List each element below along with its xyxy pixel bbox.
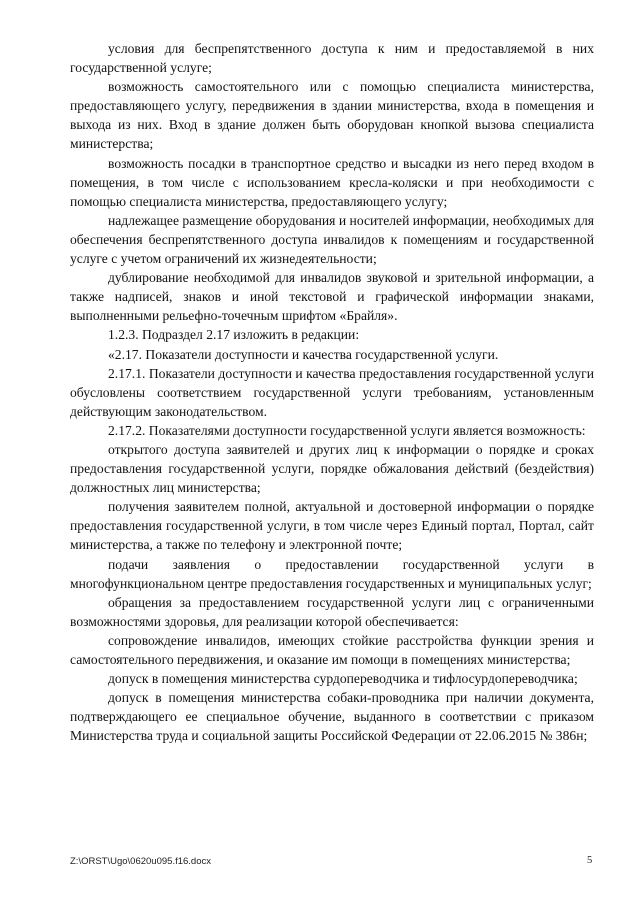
paragraph-3: возможность посадки в транспортное средство и высадки из него перед входом в помещения, в том числе с использованием кресла-коляски и при необходимости с помощью специалиста министерства, предоставляющего услугу; bbox=[70, 155, 594, 209]
section-heading-2-17: «2.17. Показатели доступности и качества государственной услуги. bbox=[108, 346, 499, 362]
paragraph-14: сопровождение инвалидов, имеющих стойкие расстройства функции зрения и самостоятельного передвижения, и оказание им помощи в помещениях министерства; bbox=[70, 632, 594, 667]
paragraph-10: открытого доступа заявителей и других лиц к информации о порядке и сроках предоставления государственной услуги, порядке обжалования действий (бездействия) должностных лиц министерства; bbox=[70, 441, 594, 496]
paragraph-2-17-1: 2.17.1. Показатели доступности и качества предоставления государственной услуги обусловлены соответствием государственной услуги требованиям, установленным действующим законодательством. bbox=[70, 365, 594, 419]
footer-page-number: 5 bbox=[587, 855, 593, 866]
paragraph-11: получения заявителем полной, актуальной и достоверной информации о порядке предоставления государственной услуги, в том числе через Единый портал, Портал, сайт министерства, а также по телефону и электронной почте; bbox=[70, 499, 594, 553]
paragraph-2: возможность самостоятельного или с помощью специалиста министерства, предоставляющего услугу, передвижения в здании министерства, входа в помещения и выхода из них. Вход в здание должен быть оборудован кнопкой вызова специалиста министерства; bbox=[70, 79, 594, 152]
paragraph-16: допуск в помещения министерства собаки-проводника при наличии документа, подтверждающего ее специальное обучение, выданного в соответствии с приказом Министерства труда и социальной защиты Российской Федерации от 22.06.2015 № 386н; bbox=[70, 690, 594, 744]
paragraph-12: подачи заявления о предоставлении государственной услуги в многофункциональном центре предоставления государственных и муниципальных услуг; bbox=[70, 556, 594, 591]
paragraph-13: обращения за предоставлением государственной услуги лиц с ограниченными возможностями здоровья, для реализации которой обеспечивается: bbox=[70, 594, 594, 629]
document-body bbox=[70, 39, 594, 745]
paragraph-6: 1.2.3. Подраздел 2.17 изложить в редакции: bbox=[108, 327, 360, 343]
footer-file-path: Z:\ORST\Ugo\0620u095.f16.docx bbox=[70, 856, 211, 867]
paragraph-5: дублирование необходимой для инвалидов звуковой и зрительной информации, а также надписей, знаков и иной текстовой и графической информации знаками, выполненными рельефно-точечным шрифтом «Брайля». bbox=[70, 270, 594, 324]
paragraph-2-17-2: 2.17.2. Показателями доступности государственной услуги является возможность: bbox=[108, 422, 586, 438]
paragraph-15: допуск в помещения министерства сурдопереводчика и тифлосурдопереводчика; bbox=[108, 671, 578, 687]
paragraph-4: надлежащее размещение оборудования и носителей информации, необходимых для обеспечения беспрепятственного доступа инвалидов к помещениям и государственной услуге с учетом ограничений их жизнедеятельности; bbox=[70, 212, 594, 267]
paragraph-1: условия для беспрепятственного доступа к ним и предоставляемой в них государственной услуге; bbox=[70, 41, 594, 76]
